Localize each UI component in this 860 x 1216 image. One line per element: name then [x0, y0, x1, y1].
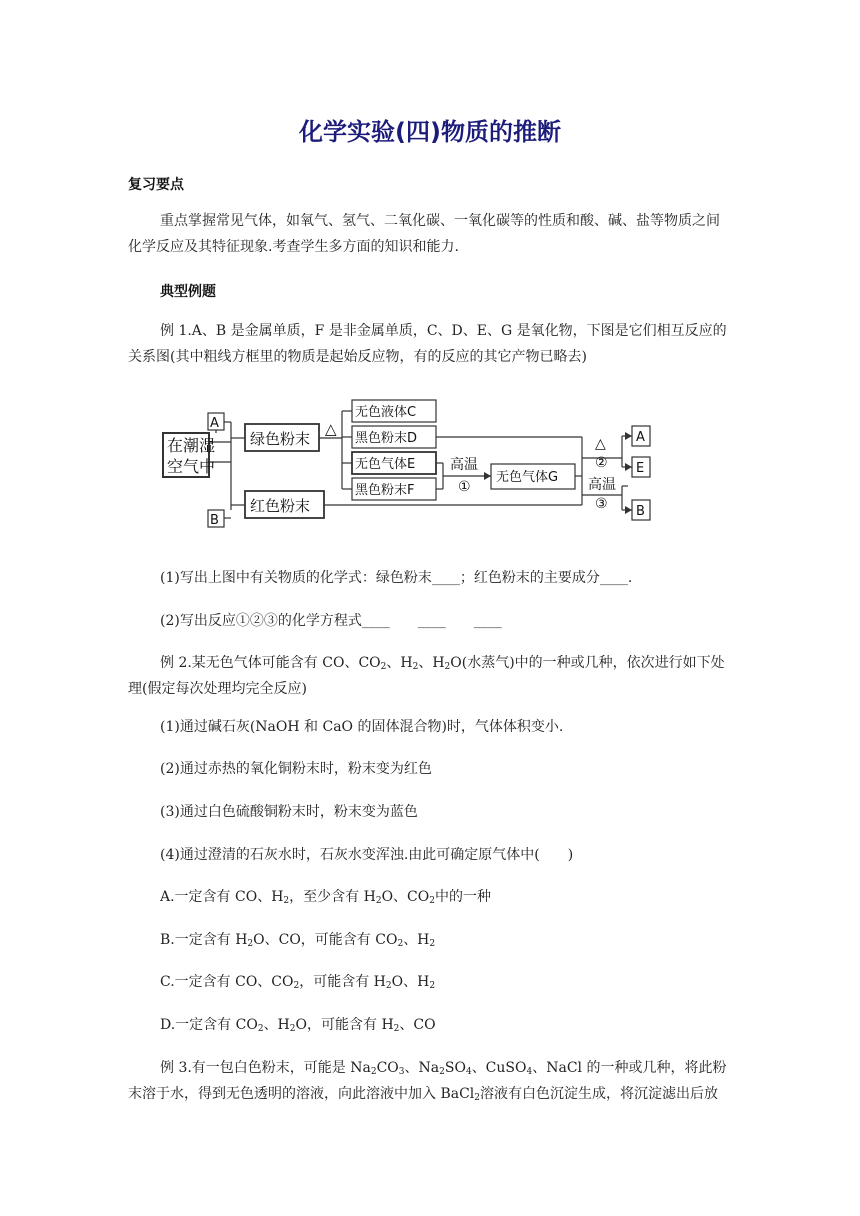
label-reaction-1: ①: [458, 479, 471, 495]
example2-option-d: D.一定含有 $CO_2$、$H_2O$，可能含有 $H_2$、CO: [160, 1017, 436, 1034]
box-humid-air: [163, 433, 209, 477]
label-d: 黑色粉末D: [355, 431, 418, 446]
label-reaction-3: ③: [595, 496, 608, 512]
example2-option-a: A.一定含有 CO、$H_2$，至少含有 $H_2O$、$CO_2$中的一种: [160, 889, 491, 906]
example2-step1: (1)通过碱石灰(NaOH 和 CaO 的固体混合物)时，气体体积变小.: [160, 719, 564, 735]
label-e: 无色气体E: [355, 457, 416, 472]
example1-intro: 例 1.A、B 是金属单质，F 是非金属单质，C、D、E、G 是氧化物，下图是它们相互反应的关系图(其中粗线方框里的物质是起始反应物，有的反应的其它产物已略去): [128, 323, 727, 365]
label-out-a: A: [636, 430, 645, 445]
review-paragraph: 重点掌握常见气体，如氧气、氢气、二氧化碳、一氧化碳等的性质和酸、碱、盐等物质之间化学反应及其特征现象.考查学生多方面的知识和能力.: [128, 213, 720, 255]
label-green-powder: 绿色粉末: [250, 430, 311, 448]
example1-question1: (1)写出上图中有关物质的化学式：绿色粉末____；红色粉末的主要成分____.: [160, 570, 633, 586]
example2-step2: (2)通过赤热的氧化铜粉末时，粉末变为红色: [160, 761, 432, 777]
example2-option-c: C.一定含有 CO、$CO_2$，可能含有 $H_2O$、$H_2$: [160, 974, 436, 991]
label-f: 黑色粉末F: [355, 483, 415, 498]
label-air-line1: 在潮湿: [167, 436, 216, 455]
label-b-start: B: [210, 513, 219, 528]
box-f: [352, 478, 436, 500]
box-b-start: [208, 510, 224, 527]
label-gaowen-3: 高温: [588, 477, 616, 493]
example2-step4: (4)通过澄清的石灰水时，石灰水变浑浊.由此可确定原气体中( ): [160, 847, 574, 863]
box-d: [352, 426, 436, 448]
example1-question2: (2)写出反应①②③的化学方程式____ ____ ____: [160, 613, 502, 629]
box-out-b: [632, 500, 650, 520]
label-red-powder: 红色粉末: [250, 497, 311, 515]
label-out-b: B: [636, 504, 645, 519]
box-a-start: [208, 413, 224, 430]
box-out-a: [632, 426, 650, 446]
label-g: 无色气体G: [496, 470, 559, 485]
box-out-e: [632, 457, 650, 477]
example2-intro: 例 2.某无色气体可能含有 CO、$CO_2$、$H_2$、$H_2O$(水蒸气)中的一种或几种，依次进行如下处理(假定每次处理均完全反应): [128, 655, 725, 697]
box-red-powder: [245, 491, 324, 518]
page-title: 化学实验(四)物质的推断: [299, 118, 561, 146]
section-heading-examples: 典型例题: [160, 284, 216, 300]
label-a-start: A: [210, 416, 219, 431]
example3-intro: 例 3.有一包白色粉末，可能是 $Na_2CO_3$、$Na_2SO_4$、CuSO$_4$、NaCl 的一种或几种，将此粉末溶于水，得到无色透明的溶液，向此溶液中加入 BaCl$_2$溶液有白色沉淀生成，将沉淀滤出后放: [128, 1060, 727, 1103]
label-out-e: E: [636, 461, 645, 476]
label-air-line2: 空气中: [167, 457, 216, 476]
box-g: [491, 464, 575, 489]
section-heading-review: 复习要点: [128, 177, 184, 193]
box-green-powder: [245, 424, 319, 451]
label-c: 无色液体C: [355, 405, 417, 420]
box-e: [352, 452, 436, 474]
label-delta-1: △: [325, 420, 337, 438]
label-reaction-2: ②: [595, 455, 608, 471]
label-gaowen-1: 高温: [450, 457, 478, 473]
example2-option-b: B.一定含有 $H_2O$、CO，可能含有 $CO_2$、$H_2$: [160, 932, 436, 949]
box-c: [352, 400, 436, 422]
label-delta-2: △: [595, 436, 606, 452]
example2-step3: (3)通过白色硫酸铜粉末时，粉末变为蓝色: [160, 804, 418, 820]
